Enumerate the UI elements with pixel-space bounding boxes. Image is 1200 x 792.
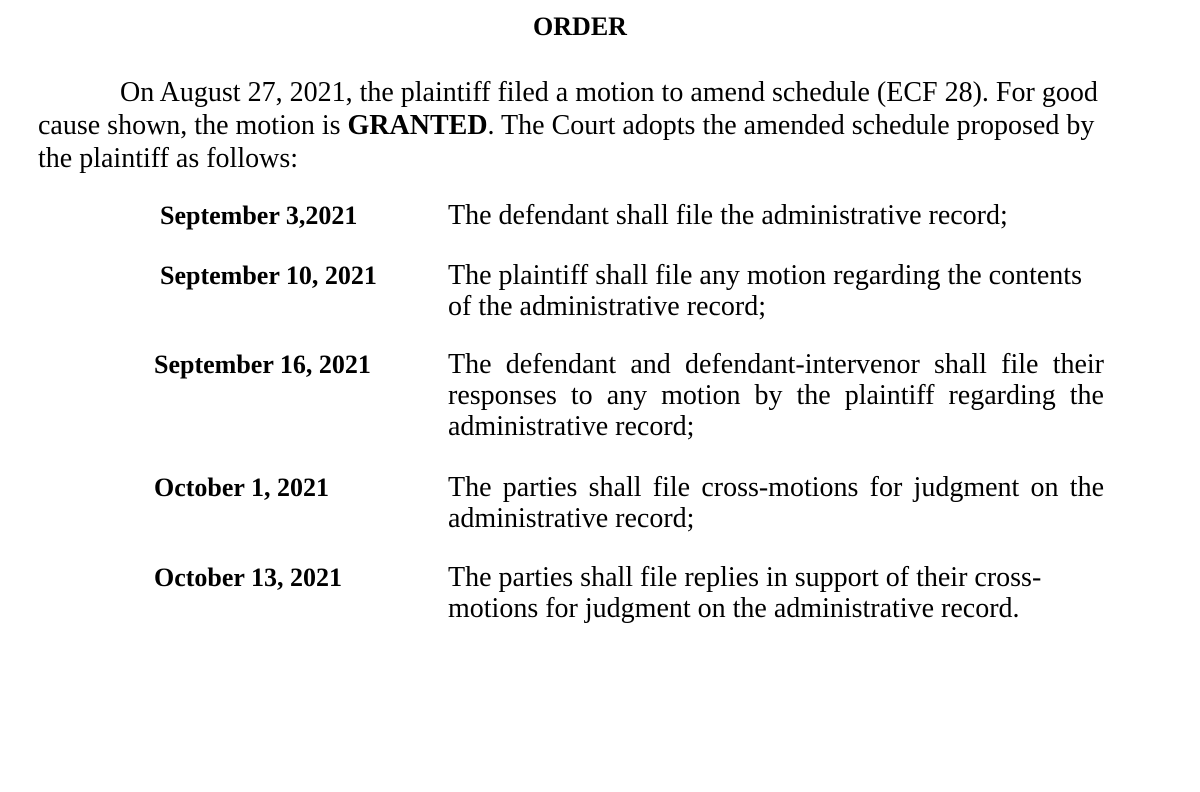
intro-text-1: On August 27, 2021, the plaintiff filed a motion to amend schedule (ECF 28). For good cause shown, the motion is [38,77,1098,141]
schedule-date: September 3,2021 [160,201,358,230]
schedule-description: The parties shall file replies in support of their cross-motions for judgment on the administrative record. [448,562,1042,624]
intro-text-2: . The Court adopts the amended schedule proposed by the plaintiff as follows: [38,110,1095,174]
intro-paragraph [38,76,1118,175]
schedule-description: The parties shall file cross-motions for judgment on the administrative record; [448,472,1104,534]
schedule-date: September 16, 2021 [154,350,371,379]
schedule-date: September 10, 2021 [160,261,377,290]
schedule-date: October 13, 2021 [154,563,342,592]
page-title: ORDER [533,12,627,41]
schedule-date: October 1, 2021 [154,473,329,502]
granted-text: GRANTED [347,110,488,141]
schedule-description: The defendant and defendant-intervenor shall file their responses to any motion by the plaintiff regarding the administrative record; [448,349,1104,442]
schedule-description: The plaintiff shall file any motion regarding the contents of the administrative record; [448,260,1082,322]
schedule-description: The defendant shall file the administrative record; [448,200,1008,231]
